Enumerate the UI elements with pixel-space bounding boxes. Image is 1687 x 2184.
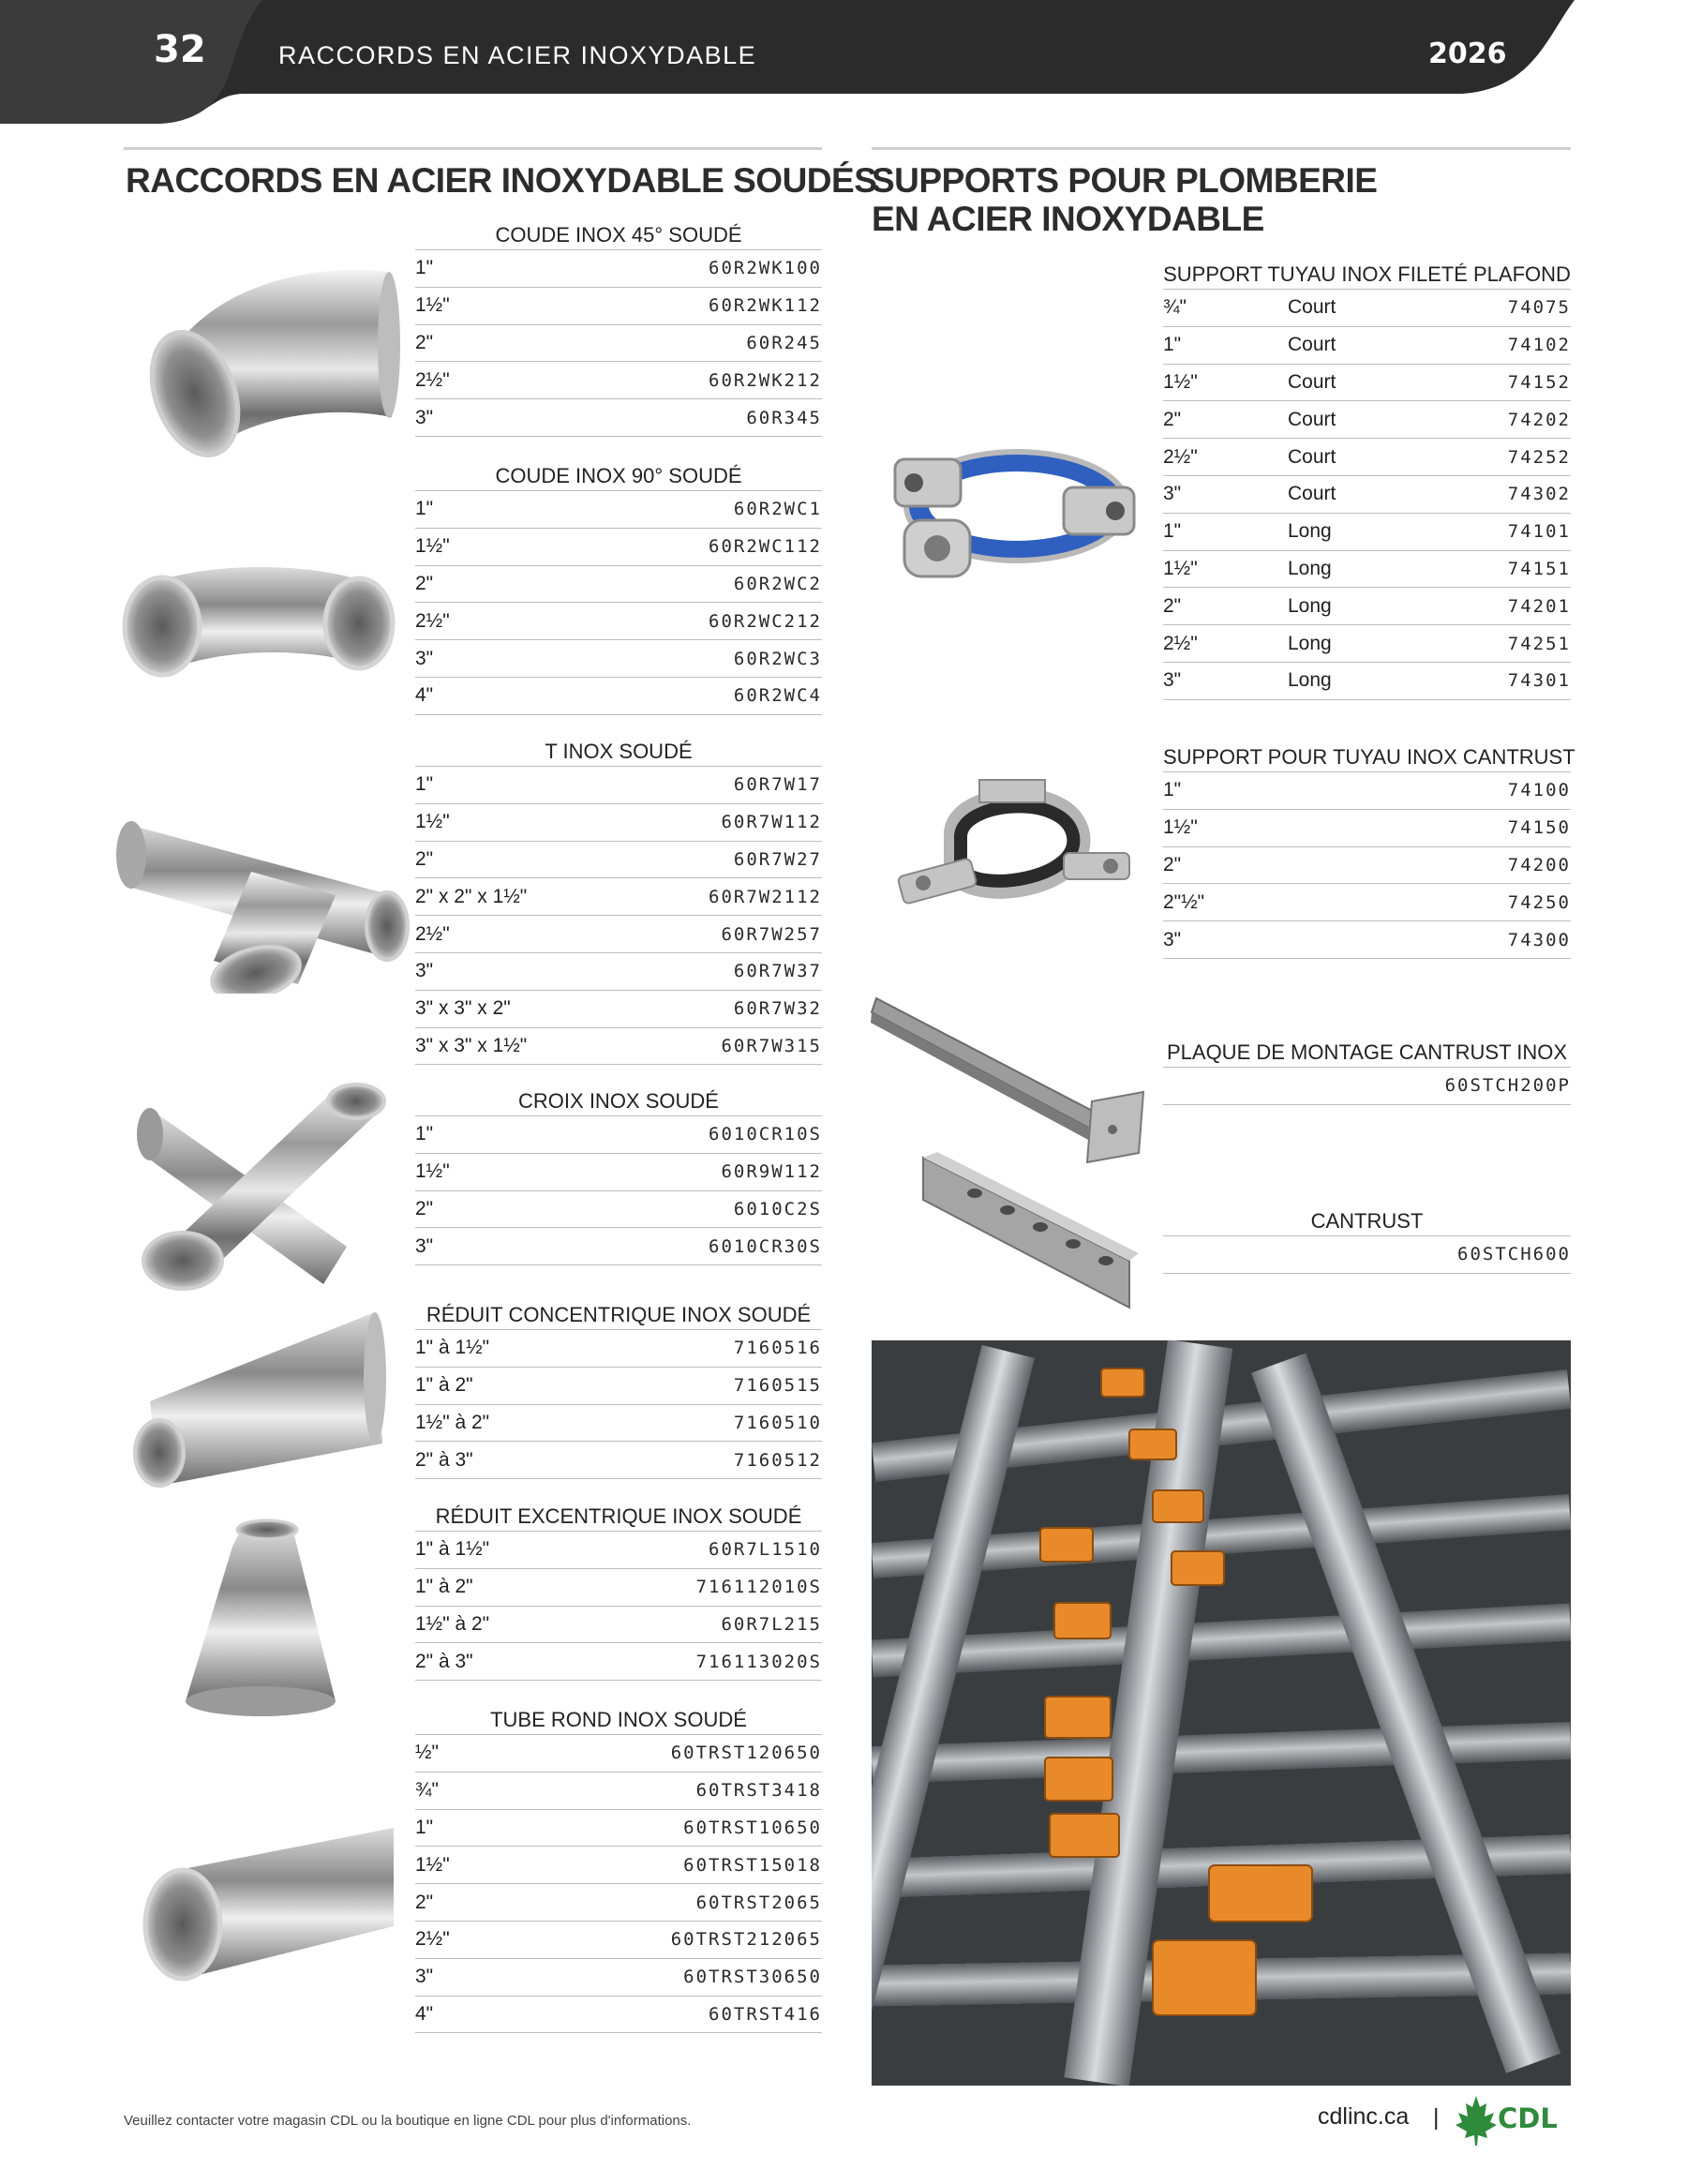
product-code: 60R7W315 xyxy=(721,1035,822,1056)
elbow-90-image xyxy=(120,553,401,694)
table-row xyxy=(415,1442,822,1479)
table-row xyxy=(415,325,822,363)
size-cell: ¾" xyxy=(415,1779,439,1802)
table-row xyxy=(415,1810,822,1847)
size-cell: 2" xyxy=(415,1891,434,1913)
table-row xyxy=(1163,476,1571,514)
size-cell: 2" xyxy=(415,1197,434,1219)
size-cell: 2" xyxy=(1163,594,1182,617)
concentric-reducer-image xyxy=(122,1303,394,1490)
product-group-coude-45 xyxy=(415,219,822,437)
product-code: 74150 xyxy=(1507,817,1571,839)
type-cell: Court xyxy=(1288,334,1336,356)
size-cell: 2½" xyxy=(1163,632,1198,654)
product-code: 60TRST416 xyxy=(709,2003,822,2025)
size-cell: 1½" xyxy=(415,1160,450,1183)
table-row xyxy=(415,566,822,604)
table-row xyxy=(1163,365,1571,402)
product-code: 60R2WC212 xyxy=(709,610,822,632)
table-row xyxy=(1163,810,1571,847)
size-cell: 3" xyxy=(415,1966,434,1988)
table-row xyxy=(415,678,822,715)
product-code: 7160515 xyxy=(733,1375,822,1397)
table-row xyxy=(415,878,822,916)
table-row xyxy=(415,1028,822,1066)
cantrust-channel-image xyxy=(918,1148,1143,1317)
table-row xyxy=(1163,1236,1571,1274)
size-cell: 1" xyxy=(415,773,434,796)
group-title: CROIX INOX SOUDÉ xyxy=(415,1085,822,1116)
type-cell: Court xyxy=(1288,445,1336,468)
group-title: PLAQUE DE MONTAGE CANTRUST INOX xyxy=(1163,1037,1571,1068)
table-row xyxy=(1163,884,1571,921)
cdl-logo[interactable]: CDL xyxy=(1498,2102,1558,2134)
product-group-tube-rond xyxy=(415,1704,822,2033)
product-code: 74252 xyxy=(1507,446,1571,468)
product-code: 74075 xyxy=(1507,297,1571,319)
right-section-title-line2: EN ACIER INOXYDABLE xyxy=(872,200,1264,238)
group-title: TUBE ROND INOX SOUDÉ xyxy=(415,1704,822,1735)
size-cell: 3" x 3" x 1½" xyxy=(415,1034,528,1056)
cross-image xyxy=(131,1078,394,1294)
table-row xyxy=(1163,327,1571,365)
size-cell: ¾" xyxy=(1163,296,1187,319)
elbow-45-image xyxy=(141,253,412,469)
product-code: 60R7W112 xyxy=(721,812,822,833)
size-cell: 2" xyxy=(1163,408,1182,430)
table-row xyxy=(415,1847,822,1884)
table-row xyxy=(1163,625,1571,663)
product-code: 60TRST30650 xyxy=(683,1967,822,1988)
size-cell: 1" à 1½" xyxy=(415,1337,490,1359)
size-cell: 2½" xyxy=(415,368,450,391)
group-title: T INOX SOUDÉ xyxy=(415,736,822,767)
table-row xyxy=(415,1228,822,1265)
product-code: 74202 xyxy=(1507,409,1571,430)
size-cell: 2½" xyxy=(415,1928,450,1951)
product-code: 74302 xyxy=(1507,484,1571,505)
product-code: 74100 xyxy=(1507,780,1571,801)
table-row xyxy=(415,1735,822,1773)
type-cell: Court xyxy=(1288,296,1336,319)
size-cell: 1½" xyxy=(415,294,450,317)
page-header xyxy=(0,0,1687,124)
size-cell: 3" xyxy=(415,647,434,669)
page-number: 32 xyxy=(154,28,206,71)
product-code: 60R2WC2 xyxy=(733,573,822,594)
type-cell: Court xyxy=(1288,408,1336,430)
size-cell: ½" xyxy=(415,1742,439,1764)
product-code: 60R2WC112 xyxy=(709,536,822,558)
footer-note: Veuillez contacter votre magasin CDL ou la boutique en ligne CDL pour plus d'informations. xyxy=(124,2113,692,2129)
table-row xyxy=(415,916,822,953)
header-year: 2026 xyxy=(1428,37,1507,70)
size-cell: 2" à 3" xyxy=(415,1448,473,1471)
table-row xyxy=(415,804,822,842)
product-code: 716113020S xyxy=(695,1651,822,1672)
product-code: 74152 xyxy=(1507,371,1571,393)
size-cell: 3" xyxy=(1163,928,1182,950)
tee-image xyxy=(111,806,411,994)
product-code: 60STCH600 xyxy=(1457,1244,1571,1265)
product-group-plaque-montage xyxy=(1163,1037,1571,1105)
table-row xyxy=(415,1569,822,1607)
table-row xyxy=(415,1116,822,1154)
size-cell: 4" xyxy=(415,2002,434,2025)
size-cell: 1½" xyxy=(1163,816,1198,839)
product-code: 60R2WC3 xyxy=(733,648,822,669)
product-group-croix xyxy=(415,1085,822,1265)
group-title: RÉDUIT CONCENTRIQUE INOX SOUDÉ xyxy=(415,1299,822,1330)
group-title: RÉDUIT EXCENTRIQUE INOX SOUDÉ xyxy=(415,1501,822,1532)
product-code: 74200 xyxy=(1507,854,1571,875)
table-row xyxy=(415,1532,822,1569)
product-code: 74301 xyxy=(1507,670,1571,692)
right-section-rule xyxy=(872,147,1571,150)
product-code: 74101 xyxy=(1507,521,1571,543)
table-row xyxy=(1163,551,1571,589)
product-group-reduit-excentrique xyxy=(415,1501,822,1681)
group-title: COUDE INOX 45° SOUDÉ xyxy=(415,219,822,250)
product-code: 60TRST3418 xyxy=(695,1780,822,1802)
product-code: 7160512 xyxy=(733,1449,822,1471)
table-row xyxy=(415,1643,822,1681)
table-row xyxy=(415,399,822,437)
size-cell: 2" xyxy=(415,847,434,870)
group-title: CANTRUST xyxy=(1163,1205,1571,1236)
maple-leaf-icon xyxy=(1455,2094,1498,2147)
size-cell: 3" xyxy=(1163,669,1182,692)
round-tube-image xyxy=(141,1814,394,1992)
table-row xyxy=(415,767,822,804)
product-code: 6010CR30S xyxy=(709,1235,822,1257)
table-row xyxy=(415,1154,822,1191)
product-code: 60TRST10650 xyxy=(683,1817,822,1838)
product-code: 60R7W27 xyxy=(733,848,822,870)
product-group-t xyxy=(415,736,822,1065)
product-code: 60TRST15018 xyxy=(683,1854,822,1876)
size-cell: 1" xyxy=(1163,520,1182,543)
size-cell: 4" xyxy=(415,684,434,707)
product-code: 6010CR10S xyxy=(709,1124,822,1145)
footer-separator: | xyxy=(1433,2104,1440,2131)
product-code: 60R7L215 xyxy=(721,1613,822,1635)
product-code: 60R345 xyxy=(746,407,822,428)
table-row xyxy=(1163,514,1571,551)
size-cell: 1½" xyxy=(1163,557,1198,579)
product-code: 60R7W257 xyxy=(721,923,822,945)
table-row xyxy=(1163,439,1571,476)
product-code: 60STCH200P xyxy=(1444,1075,1571,1097)
size-cell: 1" à 2" xyxy=(415,1374,473,1397)
table-row xyxy=(415,1884,822,1922)
product-code: 7160516 xyxy=(733,1338,822,1359)
size-cell: 2½" xyxy=(415,922,450,945)
size-cell: 2½" xyxy=(1163,445,1198,468)
table-row xyxy=(415,991,822,1028)
product-code: 60R9W112 xyxy=(721,1161,822,1183)
size-cell: 1" xyxy=(415,498,434,520)
type-cell: Long xyxy=(1288,669,1332,692)
table-row xyxy=(1163,290,1571,327)
size-cell: 1½" xyxy=(415,535,450,558)
table-row xyxy=(415,1997,822,2034)
product-code: 60TRST120650 xyxy=(670,1743,822,1764)
right-section-title-line1: SUPPORTS POUR PLOMBERIE xyxy=(872,161,1378,200)
left-section-title: RACCORDS EN ACIER INOXYDABLE SOUDÉS xyxy=(126,161,877,200)
eccentric-reducer-image xyxy=(178,1509,347,1725)
product-code: 7160510 xyxy=(733,1412,822,1433)
table-row xyxy=(415,1773,822,1810)
size-cell: 1½" xyxy=(415,811,450,833)
table-row xyxy=(415,491,822,529)
table-row xyxy=(415,362,822,399)
cantrust-pipe-clamp-image xyxy=(895,778,1139,937)
size-cell: 1½" xyxy=(1163,370,1198,393)
product-code: 60R2WK100 xyxy=(709,258,822,279)
size-cell: 3" xyxy=(415,406,434,428)
product-code: 74250 xyxy=(1507,891,1571,913)
product-code: 60R7L1510 xyxy=(709,1539,822,1561)
size-cell: 1" xyxy=(1163,334,1182,356)
size-cell: 3" xyxy=(415,1234,434,1257)
type-cell: Long xyxy=(1288,632,1332,654)
table-row xyxy=(415,1330,822,1368)
table-row xyxy=(1163,588,1571,625)
product-code: 60TRST212065 xyxy=(670,1929,822,1951)
size-cell: 1" xyxy=(415,1123,434,1145)
product-group-coude-90 xyxy=(415,460,822,715)
product-code: 60R2WK112 xyxy=(709,295,822,317)
product-code: 74201 xyxy=(1507,595,1571,617)
size-cell: 3" x 3" x 2" xyxy=(415,997,511,1020)
table-row xyxy=(415,250,822,288)
product-group-support-cantrust xyxy=(1163,741,1575,959)
product-group-cantrust xyxy=(1163,1205,1571,1274)
table-row xyxy=(415,842,822,879)
product-code: 60R2WC4 xyxy=(733,685,822,707)
group-title: SUPPORT POUR TUYAU INOX CANTRUST xyxy=(1163,741,1571,772)
table-row xyxy=(415,640,822,678)
table-row xyxy=(1163,1068,1571,1105)
product-code: 60R7W17 xyxy=(733,774,822,796)
product-group-support-filete xyxy=(1163,259,1571,700)
product-code: 60R245 xyxy=(746,332,822,353)
group-title: SUPPORT TUYAU INOX FILETÉ PLAFOND xyxy=(1163,259,1571,290)
table-row xyxy=(1163,663,1571,700)
ceiling-pipe-support-image xyxy=(876,431,1148,600)
size-cell: 2" xyxy=(1163,853,1182,875)
size-cell: 3" xyxy=(415,960,434,982)
footer-website-link[interactable]: cdlinc.ca xyxy=(1318,2103,1410,2130)
table-row xyxy=(415,1368,822,1405)
product-group-reduit-concentrique xyxy=(415,1299,822,1479)
size-cell: 2" xyxy=(415,572,434,594)
type-cell: Court xyxy=(1288,370,1336,393)
table-row xyxy=(415,288,822,325)
table-row xyxy=(415,1607,822,1644)
table-row xyxy=(1163,772,1571,810)
left-section-rule xyxy=(124,147,822,150)
product-code: 74300 xyxy=(1507,929,1571,950)
table-row xyxy=(415,529,822,566)
table-row xyxy=(1163,921,1571,959)
size-cell: 1" xyxy=(415,257,434,279)
type-cell: Long xyxy=(1288,557,1332,579)
table-row xyxy=(1163,847,1571,885)
product-code: 60R2WK212 xyxy=(709,369,822,391)
table-row xyxy=(415,1922,822,1959)
product-code: 60TRST2065 xyxy=(695,1892,822,1913)
type-cell: Long xyxy=(1288,520,1332,543)
size-cell: 1½" à 2" xyxy=(415,1612,490,1635)
size-cell: 1" xyxy=(415,1816,434,1838)
product-code: 60R7W32 xyxy=(733,998,822,1020)
type-cell: Court xyxy=(1288,483,1336,505)
size-cell: 1" à 1½" xyxy=(415,1538,490,1561)
table-row xyxy=(415,953,822,991)
table-row xyxy=(415,1405,822,1443)
size-cell: 3" xyxy=(1163,483,1182,505)
product-code: 60R2WC1 xyxy=(733,499,822,520)
product-code: 60R7W2112 xyxy=(709,886,822,907)
size-cell: 1½" xyxy=(415,1853,450,1876)
size-cell: 2" à 3" xyxy=(415,1650,473,1672)
industrial-piping-photo xyxy=(872,1340,1571,2086)
product-code: 74102 xyxy=(1507,335,1571,356)
size-cell: 2" xyxy=(415,331,434,353)
size-cell: 1½" à 2" xyxy=(415,1411,490,1433)
table-row xyxy=(415,603,822,640)
product-code: 60R7W37 xyxy=(733,961,822,982)
header-section-title: RACCORDS EN ACIER INOXYDABLE xyxy=(278,41,757,69)
size-cell: 2" x 2" x 1½" xyxy=(415,885,528,907)
product-code: 74251 xyxy=(1507,633,1571,654)
product-code: 716112010S xyxy=(695,1577,822,1598)
group-title: COUDE INOX 90° SOUDÉ xyxy=(415,460,822,491)
table-row xyxy=(415,1191,822,1229)
product-code: 74151 xyxy=(1507,558,1571,579)
size-cell: 2"½" xyxy=(1163,890,1205,913)
size-cell: 1" à 2" xyxy=(415,1576,473,1598)
type-cell: Long xyxy=(1288,594,1332,617)
size-cell: 2½" xyxy=(415,609,450,632)
size-cell: 1" xyxy=(1163,779,1182,801)
product-code: 6010C2S xyxy=(733,1198,822,1219)
piping-photo-illustration xyxy=(872,1340,1571,2086)
table-row xyxy=(1163,401,1571,439)
table-row xyxy=(415,1959,822,1997)
